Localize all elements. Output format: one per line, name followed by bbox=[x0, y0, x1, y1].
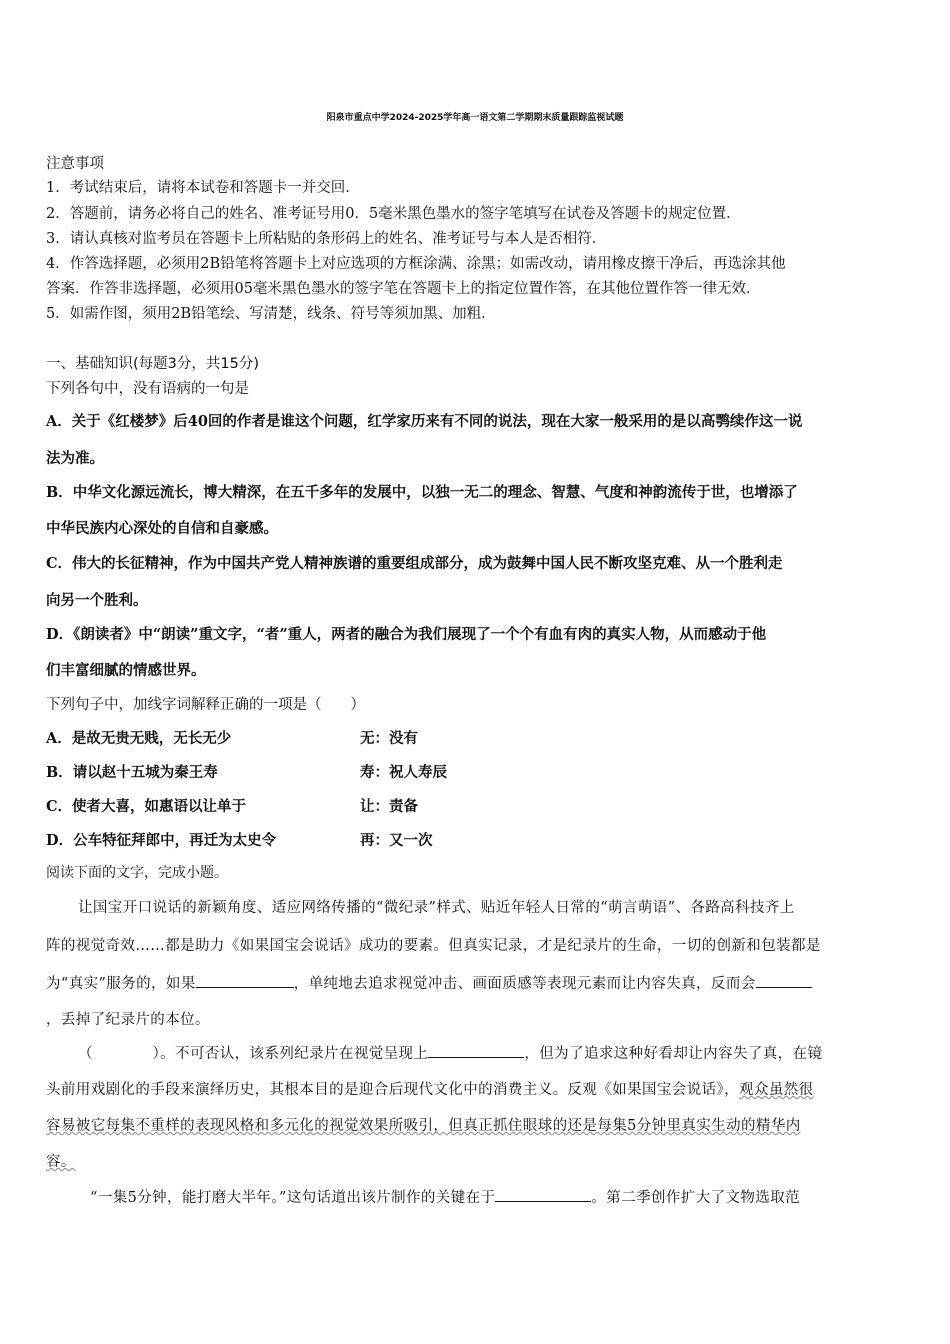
passage-text: ，但为了追求这种好看却让内容失了真，在镜 bbox=[524, 1046, 823, 1062]
option-line: 们丰富细腻的情感世界。 bbox=[46, 662, 206, 679]
option-line: 法为准。 bbox=[46, 450, 104, 467]
passage-line: 容。 bbox=[46, 1154, 76, 1170]
option-line: D．《朗读者》中“朗读”重文字，“者”重人，两者的融合为我们展现了一个个有血有肉的真实人物，从而感动于他 bbox=[46, 626, 767, 643]
passage-line: 容易被它每集不重样的表现风格和多元化的视觉效果所吸引，但真正抓住眼球的还是每集5分钟里真实生动的精华内 bbox=[46, 1118, 801, 1134]
passage-text: 。第二季创作扩大了文物选取范 bbox=[591, 1190, 801, 1206]
option-line: C．伟大的长征精神，作为中国共产党人精神族谱的重要组成部分，成为鼓舞中国人民不断攻坚克难、从一个胜利走 bbox=[46, 555, 783, 572]
passage-text: （ ）。不可否认，该系列纪录片在视觉呈现上 bbox=[78, 1046, 429, 1062]
passage-line: 让国宝开口说话的新颖角度、适应网络传播的“微纪录”样式、贴近年轻人日常的“萌言萌语”、各路高科技齐上 bbox=[78, 900, 795, 916]
passage-line bbox=[90, 1186, 800, 1207]
notice-item: 3．请认真核对监考员在答题卡上所粘贴的条形码上的姓名、准考证号与本人是否相符． bbox=[46, 231, 607, 247]
passage-line bbox=[46, 1078, 814, 1099]
notice-item: 4．作答选择题，必须用2B铅笔将答题卡上对应选项的方框涂满、涂黑；如需改动，请用橡皮擦干净后，再选涂其他 bbox=[46, 256, 786, 272]
reading-intro: 阅读下面的文字，完成小题。 bbox=[46, 865, 228, 881]
option-row bbox=[46, 829, 433, 850]
option-sentence: A．是故无贵无贱，无长无少 bbox=[46, 730, 232, 747]
fill-blank bbox=[756, 973, 812, 988]
notice-item: 5．如需作图，须用2B铅笔绘、写清楚，线条、符号等须加黑、加粗． bbox=[46, 306, 496, 322]
passage-line bbox=[78, 1042, 822, 1063]
option-gloss: 寿：祝人寿辰 bbox=[360, 764, 447, 781]
option-line: 中华民族内心深处的自信和自豪感。 bbox=[46, 520, 278, 537]
notice-item: 答案．作答非选择题，必须用05毫米黑色墨水的签字笔在答题卡上的指定位置作答，在其他位置作答一律无效． bbox=[46, 281, 761, 297]
passage-text: 为“真实”服务的，如果 bbox=[46, 976, 196, 992]
underlined-text: 观众虽然很 bbox=[739, 1082, 814, 1098]
option-sentence: C．使者大喜，如惠语以让单于 bbox=[46, 798, 247, 815]
notice-item: 1．考试结束后，请将本试卷和答题卡一并交回． bbox=[46, 180, 360, 196]
option-row bbox=[46, 795, 418, 816]
passage-line: ，丢掉了纪录片的本位。 bbox=[46, 1012, 210, 1028]
option-gloss: 无：没有 bbox=[360, 730, 418, 747]
notice-heading: 注意事项 bbox=[46, 156, 104, 172]
passage-text: 头前用戏剧化的手段来演绎历史，其根本目的是迎合后现代文化中的消费主义。反观《如果国宝会说话》， bbox=[46, 1082, 740, 1098]
fill-blank bbox=[495, 1187, 591, 1202]
option-line: A．关于《红楼梦》后40回的作者是谁这个问题，红学家历来有不同的说法，现在大家一般采用的是以高鹗续作这一说 bbox=[46, 413, 803, 430]
option-line: B．中华文化源远流长，博大精深，在五千多年的发展中，以独一无二的理念、智慧、气度和神韵流传于世，也增添了 bbox=[46, 484, 798, 501]
passage-text: ，单纯地去追求视觉冲击、画面质感等表现元素而让内容失真，反而会 bbox=[293, 976, 756, 992]
option-gloss: 再：又一次 bbox=[360, 832, 433, 849]
page-title: 阳泉市重点中学2024-2025学年高一语文第二学期期末质量跟踪监视试题 bbox=[326, 113, 624, 123]
fill-blank bbox=[196, 973, 294, 988]
section-heading: 一、基础知识(每题3分，共15分) bbox=[46, 356, 259, 372]
passage-line: 阵的视觉奇效……都是助力《如果国宝会说话》成功的要素。但真实记录，才是纪录片的生命，一切的创新和包装都是 bbox=[46, 938, 821, 954]
option-gloss: 让：责备 bbox=[360, 798, 418, 815]
question-stem: 下列句子中，加线字词解释正确的一项是（ ） bbox=[46, 697, 365, 713]
option-sentence: B．请以赵十五城为秦王寿 bbox=[46, 764, 218, 781]
option-sentence: D．公车特征拜郎中，再迁为太史令 bbox=[46, 832, 277, 849]
option-row bbox=[46, 727, 418, 748]
notice-item: 2．答题前，请务必将自己的姓名、准考证号用0．5毫米黑色墨水的签字笔填写在试卷及答题卡的规定位置． bbox=[46, 206, 741, 222]
passage-text: “一集5分钟，能打磨大半年。”这句话道出该片制作的关键在于 bbox=[90, 1190, 496, 1206]
option-row bbox=[46, 761, 447, 782]
question-stem: 下列各句中，没有语病的一句是 bbox=[46, 381, 249, 397]
fill-blank bbox=[428, 1043, 524, 1058]
passage-line bbox=[46, 972, 812, 993]
option-line: 向另一个胜利。 bbox=[46, 592, 148, 609]
